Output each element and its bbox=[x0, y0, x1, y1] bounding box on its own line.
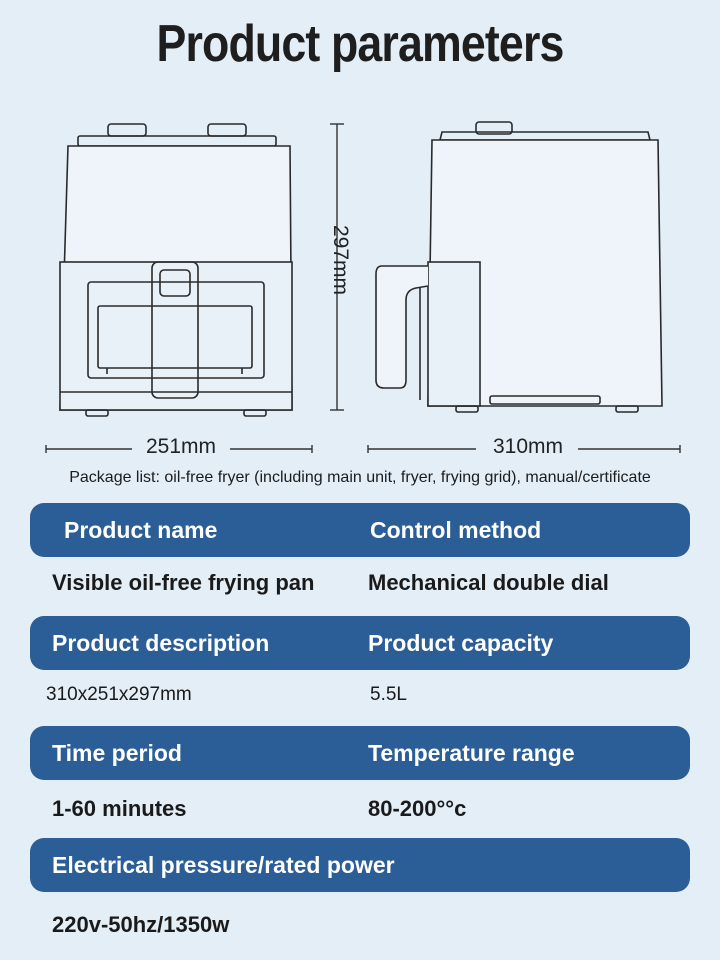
width-dimension-label: 251mm bbox=[145, 435, 217, 458]
spec-label-electrical-power: Electrical pressure/rated power bbox=[52, 852, 395, 878]
spec-header-bar-3 bbox=[30, 726, 690, 780]
page-title: Product parameters bbox=[156, 15, 564, 73]
package-list: Package list: oil-free fryer (including main unit, fryer, frying grid), manual/certificate bbox=[69, 469, 651, 486]
spec-value-control-method: Mechanical double dial bbox=[368, 570, 609, 595]
side-view-drawing bbox=[376, 122, 662, 412]
spec-header-bar-2 bbox=[30, 616, 690, 670]
spec-value-temperature-range: 80-200°°c bbox=[368, 796, 467, 821]
spec-label-product-description: Product description bbox=[52, 630, 270, 656]
spec-label-temperature-range: Temperature range bbox=[368, 740, 575, 766]
front-view-drawing bbox=[60, 124, 292, 416]
spec-value-product-capacity: 5.5L bbox=[370, 684, 407, 705]
spec-value-product-description: 310x251x297mm bbox=[46, 684, 192, 705]
height-dimension-label: 297mm bbox=[329, 224, 352, 296]
spec-header-bar-1 bbox=[30, 503, 690, 557]
spec-value-product-name: Visible oil-free frying pan bbox=[52, 570, 315, 595]
spec-label-control-method: Control method bbox=[370, 517, 542, 543]
product-drawings bbox=[0, 110, 720, 460]
spec-label-product-capacity: Product capacity bbox=[368, 630, 554, 656]
spec-value-time-period: 1-60 minutes bbox=[52, 796, 187, 821]
spec-label-time-period: Time period bbox=[52, 740, 182, 766]
spec-value-electrical-power: 220v-50hz/1350w bbox=[52, 912, 230, 937]
spec-header-bar-4 bbox=[30, 838, 690, 892]
depth-dimension-label: 310mm bbox=[492, 435, 564, 458]
spec-label-product-name: Product name bbox=[64, 517, 218, 543]
